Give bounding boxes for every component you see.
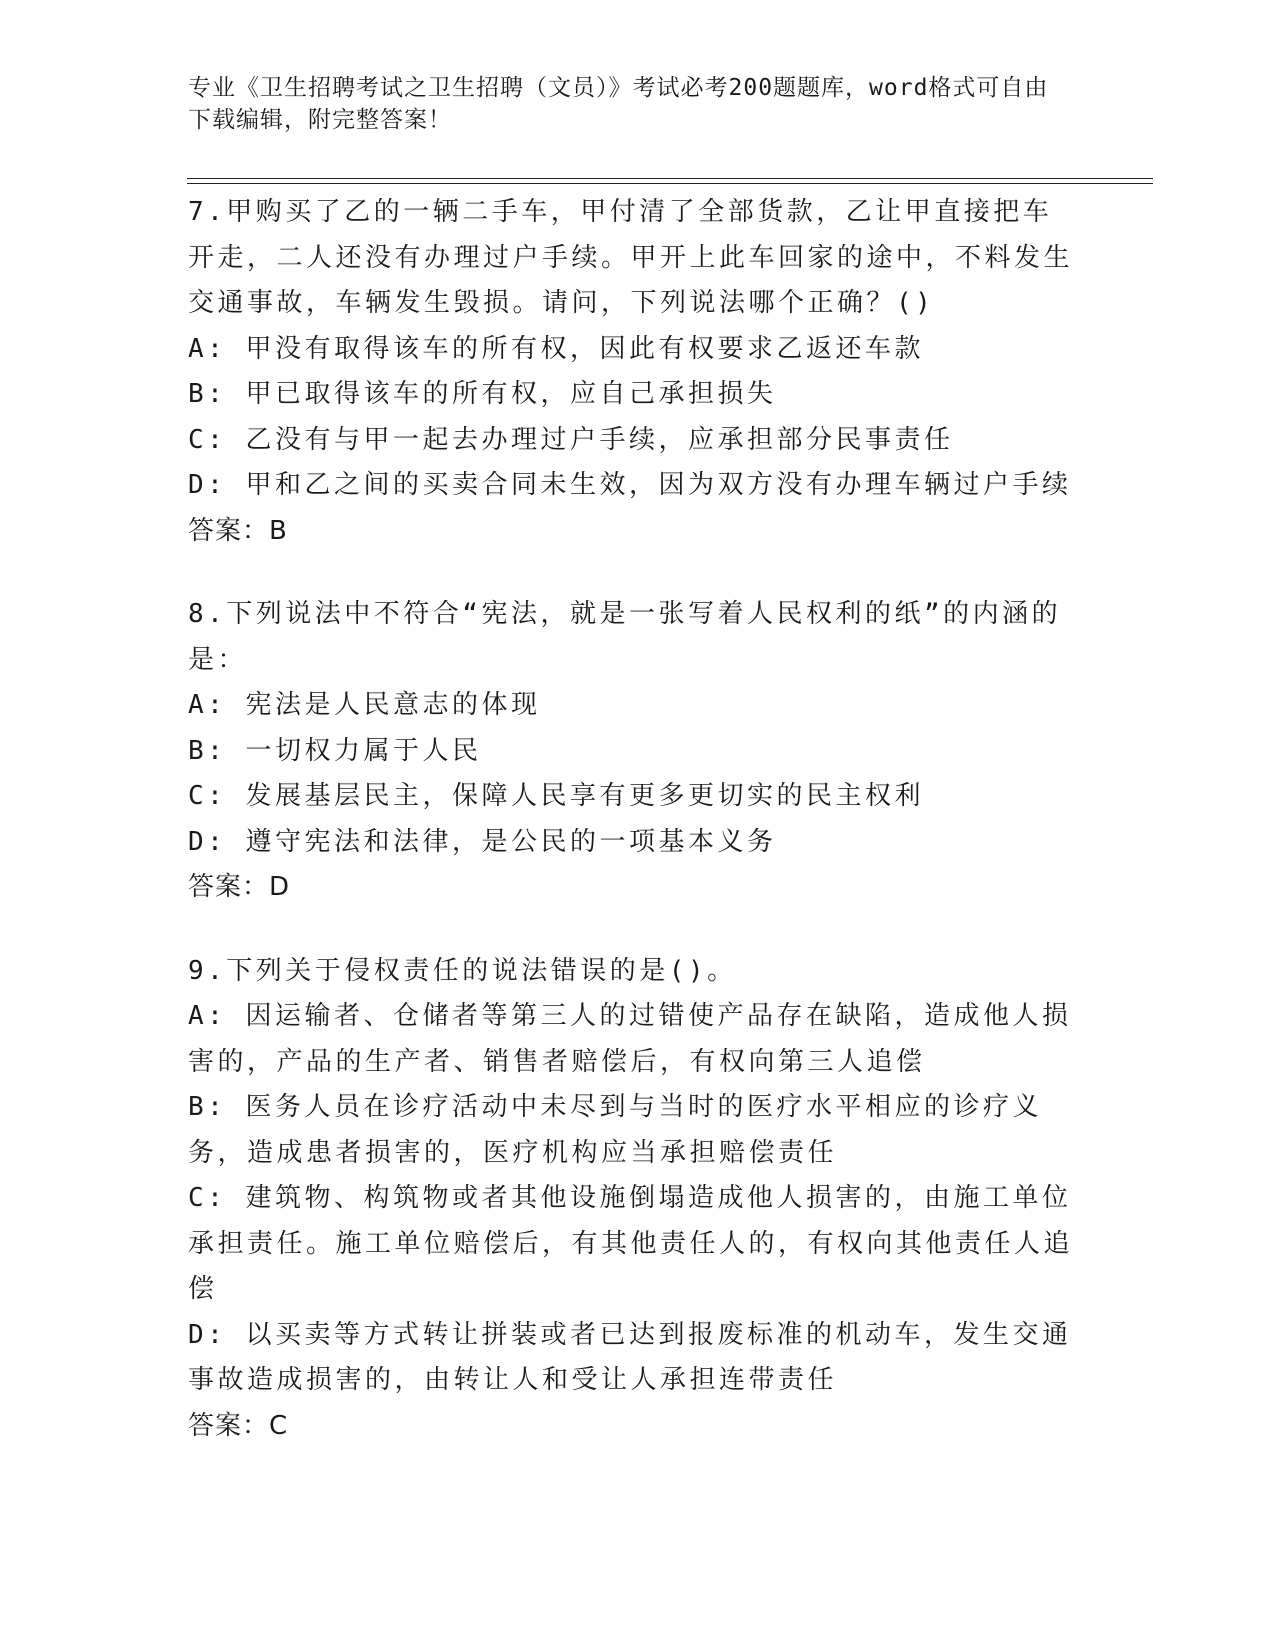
document-header	[188, 72, 1068, 136]
header-text: 专业《卫生招聘考试之卫生招聘（文员）》考试必考200题题库，word格式可自由下载编辑，附完整答案！	[188, 75, 1049, 133]
answer-label: 答案：C	[188, 1410, 289, 1441]
option-d: D: 遵守宪法和法律，是公民的一项基本义务	[188, 826, 777, 857]
header-divider-bottom	[187, 183, 1153, 184]
question-stem: 7.甲购买了乙的一辆二手车，甲付清了全部货款，乙让甲直接把车开走，二人还没有办理过户手续。甲开上此车回家的途中，不料发生交通事故，车辆发生毁损。请问，下列说法哪个正确？()	[188, 197, 1074, 318]
answer-label: 答案：D	[188, 872, 291, 902]
answer-label: 答案：B	[188, 515, 288, 546]
header-divider-top	[187, 178, 1153, 179]
question-list	[188, 190, 1078, 1487]
option-c: C: 发展基层民主，保障人民享有更多更切实的民主权利	[188, 781, 924, 811]
option-a: A: 甲没有取得该车的所有权，因此有权要求乙返还车款	[188, 333, 924, 364]
question-stem: 8.下列说法中不符合“宪法，就是一张写着人民权利的纸”的内涵的是：	[188, 599, 1062, 675]
option-d: D: 以买卖等方式转让拼装或者已达到报废标准的机动车，发生交通事故造成损害的，由转让人和受让人承担连带责任	[188, 1319, 1072, 1395]
question-9	[188, 949, 1078, 1450]
question-8	[188, 592, 1078, 911]
option-b: B: 医务人员在诊疗活动中未尽到与当时的医疗水平相应的诊疗义务，造成患者损害的，医疗机构应当承担赔偿责任	[188, 1092, 1042, 1168]
option-b: B: 一切权力属于人民	[188, 735, 482, 766]
option-b: B: 甲已取得该车的所有权，应自己承担损失	[188, 379, 777, 409]
option-c: C: 乙没有与甲一起去办理过户手续，应承担部分民事责任	[188, 424, 954, 455]
option-d: D: 甲和乙之间的买卖合同未生效，因为双方没有办理车辆过户手续	[188, 470, 1072, 500]
option-c: C: 建筑物、构筑物或者其他设施倒塌造成他人损害的，由施工单位承担责任。施工单位赔偿后，有其他责任人的，有权向其他责任人追偿	[188, 1183, 1074, 1304]
option-a: A: 因运输者、仓储者等第三人的过错使产品存在缺陷，造成他人损害的，产品的生产者、销售者赔偿后，有权向第三人追偿	[188, 1001, 1072, 1077]
question-7	[188, 190, 1078, 554]
question-stem: 9.下列关于侵权责任的说法错误的是()。	[188, 955, 737, 986]
option-a: A: 宪法是人民意志的体现	[188, 690, 541, 720]
